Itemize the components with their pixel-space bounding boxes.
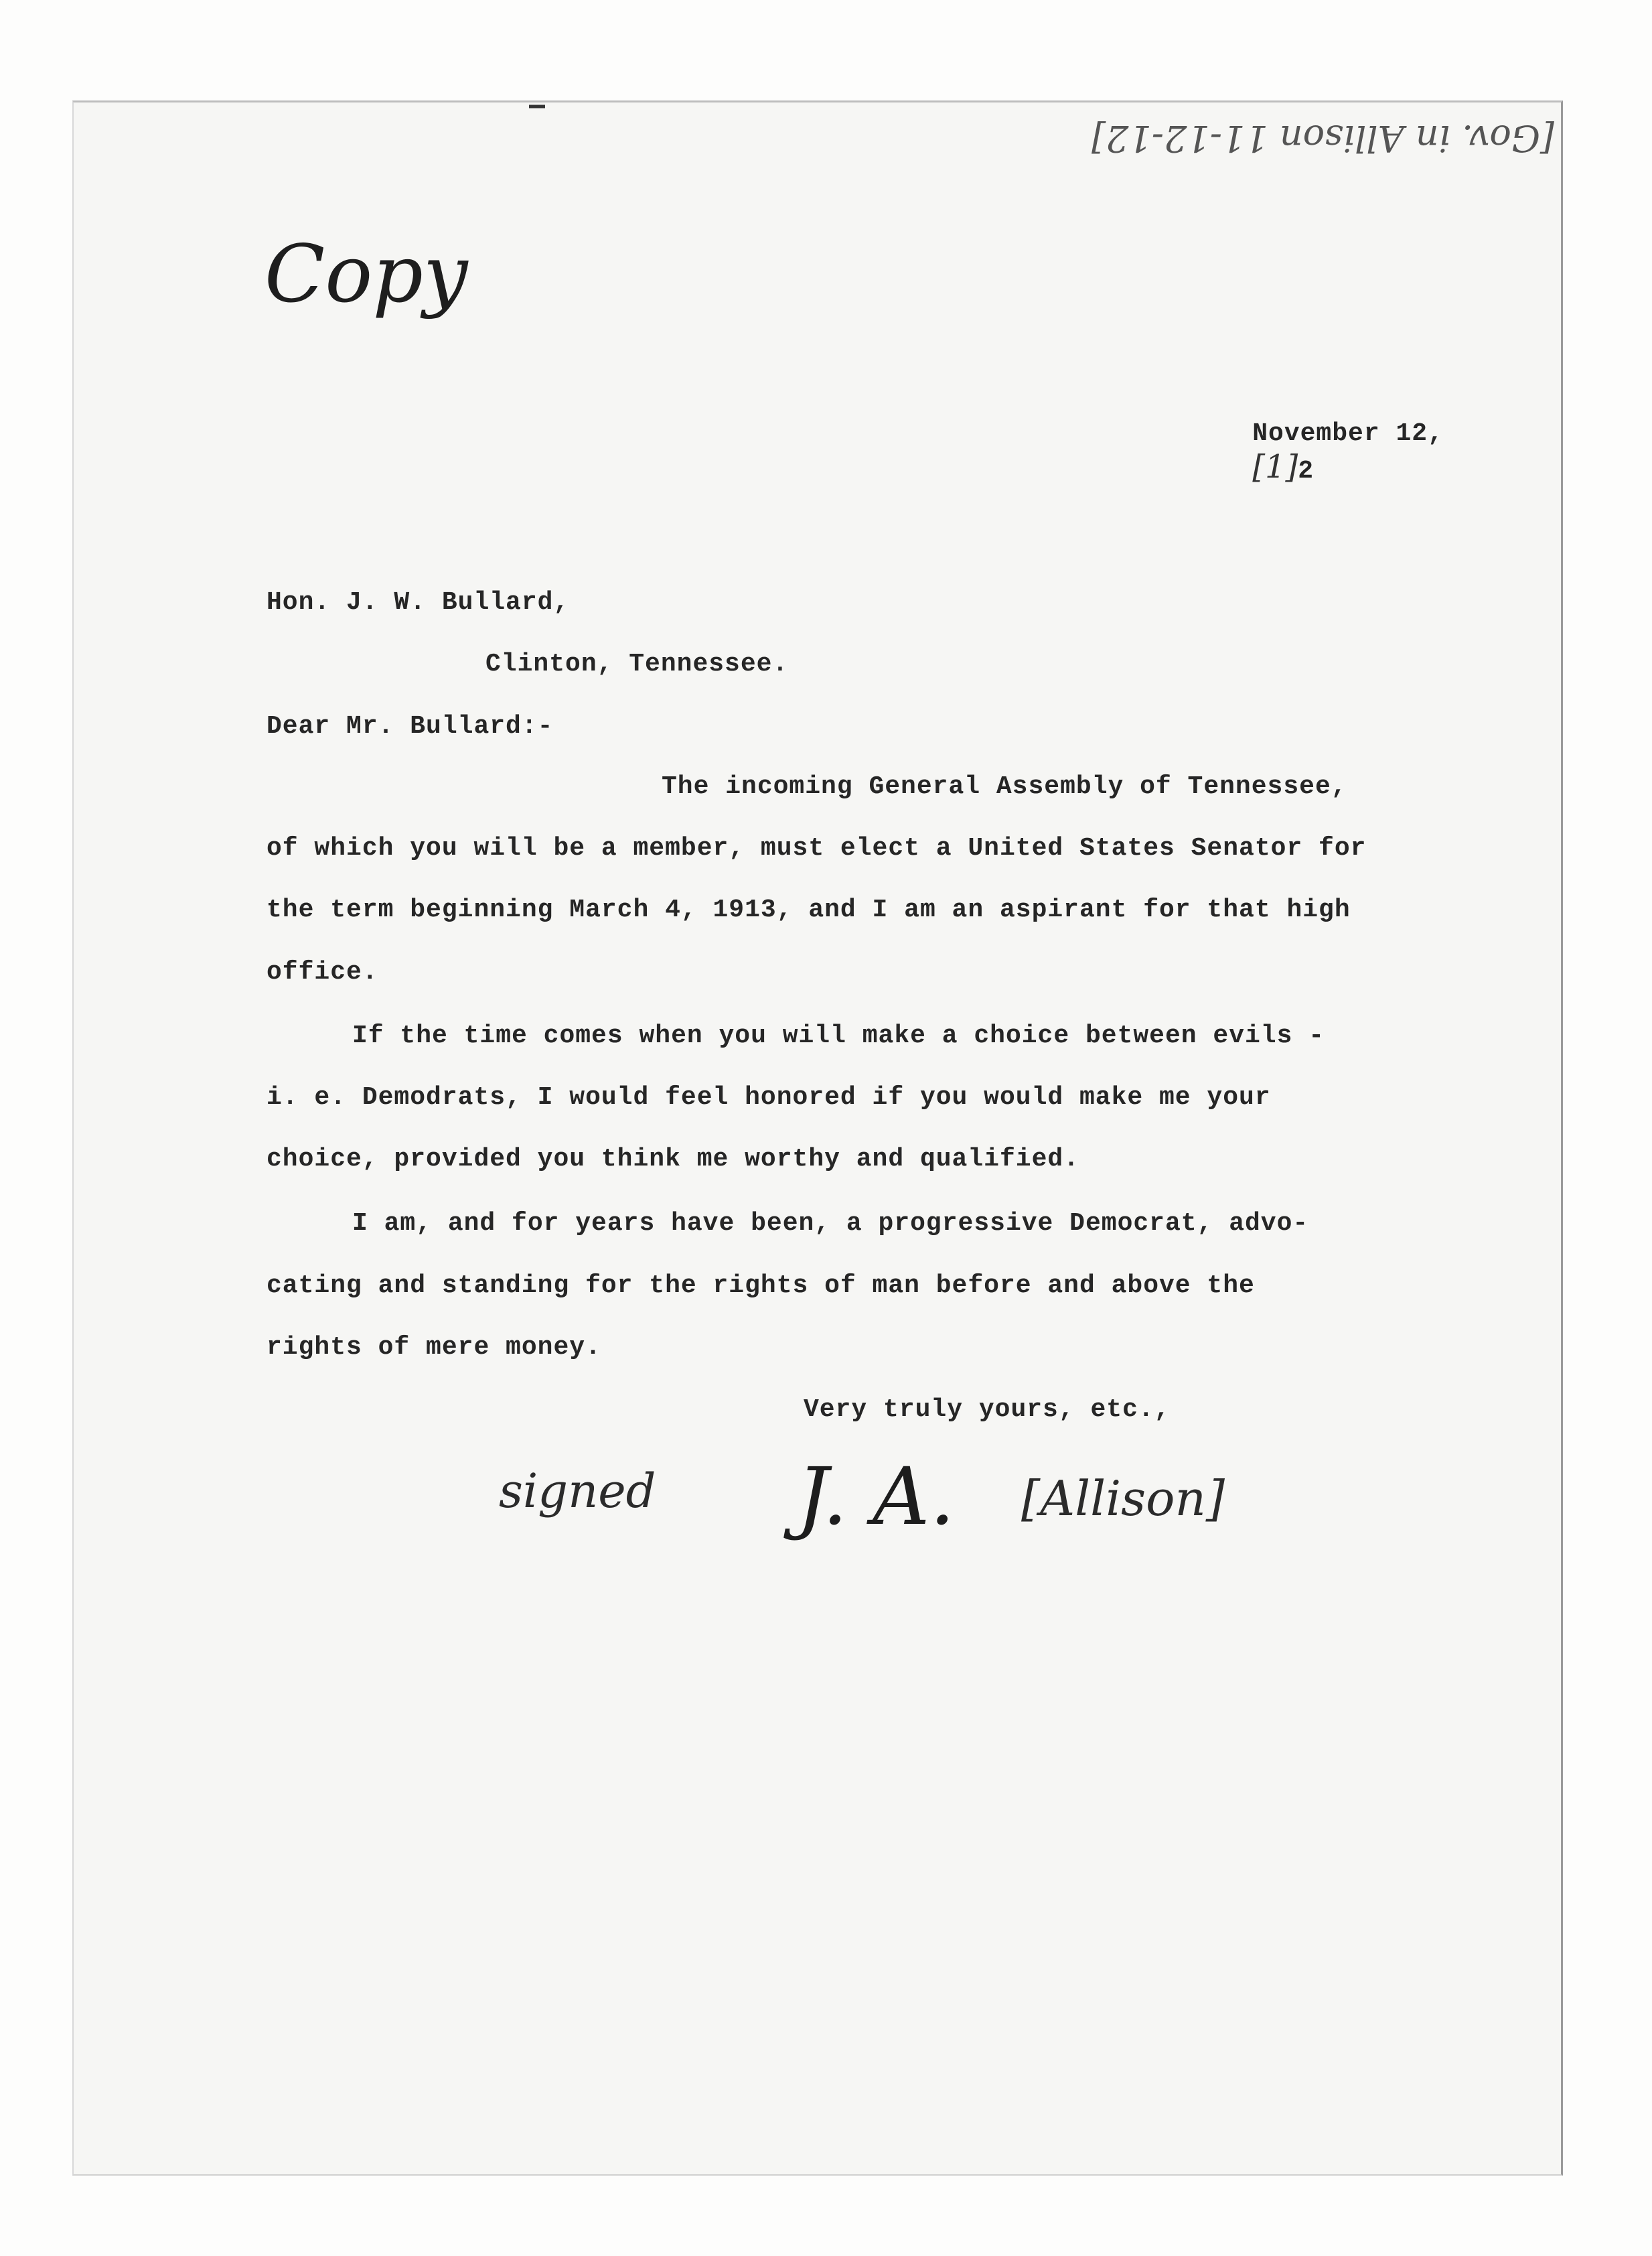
paragraph-2-line-1: If the time comes when you will make a choice between evils - xyxy=(352,1021,1325,1050)
paragraph-2-line-2: i. e. Demodrats, I would feel honored if you would make me your xyxy=(267,1083,1271,1112)
stray-mark xyxy=(529,104,549,111)
date-text: November 12, xyxy=(1252,419,1444,448)
signed-annotation: signed xyxy=(499,1464,656,1519)
date-year-digit: 2 xyxy=(1298,457,1315,486)
paragraph-1-line-3: the term beginning March 4, 1913, and I am an aspirant for that high xyxy=(267,896,1351,924)
closing: Very truly yours, etc., xyxy=(804,1395,1171,1424)
salutation: Dear Mr. Bullard:- xyxy=(267,712,554,741)
paragraph-2-line-3: choice, provided you think me worthy and qualified. xyxy=(267,1145,1079,1174)
letter-date xyxy=(1189,391,1444,514)
recipient-location: Clinton, Tennessee. xyxy=(485,650,789,679)
paragraph-3-line-1: I am, and for years have been, a progressive Democrat, advo- xyxy=(352,1209,1309,1238)
paragraph-3-line-3: rights of mere money. xyxy=(267,1333,601,1362)
signature-name-annotation: [Allison] xyxy=(1021,1470,1225,1527)
signature-initials: J. A. xyxy=(797,1450,955,1543)
paragraph-1-line-2: of which you will be a member, must elect a United States Senator for xyxy=(267,834,1367,863)
catalog-annotation: [Gov. in Allison 11-12-12] xyxy=(1092,117,1555,159)
date-bracket-annotation: [1] xyxy=(1252,448,1298,486)
paragraph-3-line-2: cating and standing for the rights of man before and above the xyxy=(267,1271,1255,1300)
paragraph-1-line-4: office. xyxy=(267,958,378,987)
recipient-name: Hon. J. W. Bullard, xyxy=(267,588,570,617)
paragraph-1-line-1: The incoming General Assembly of Tennessee, xyxy=(662,772,1347,801)
copy-annotation: Copy xyxy=(265,228,468,320)
